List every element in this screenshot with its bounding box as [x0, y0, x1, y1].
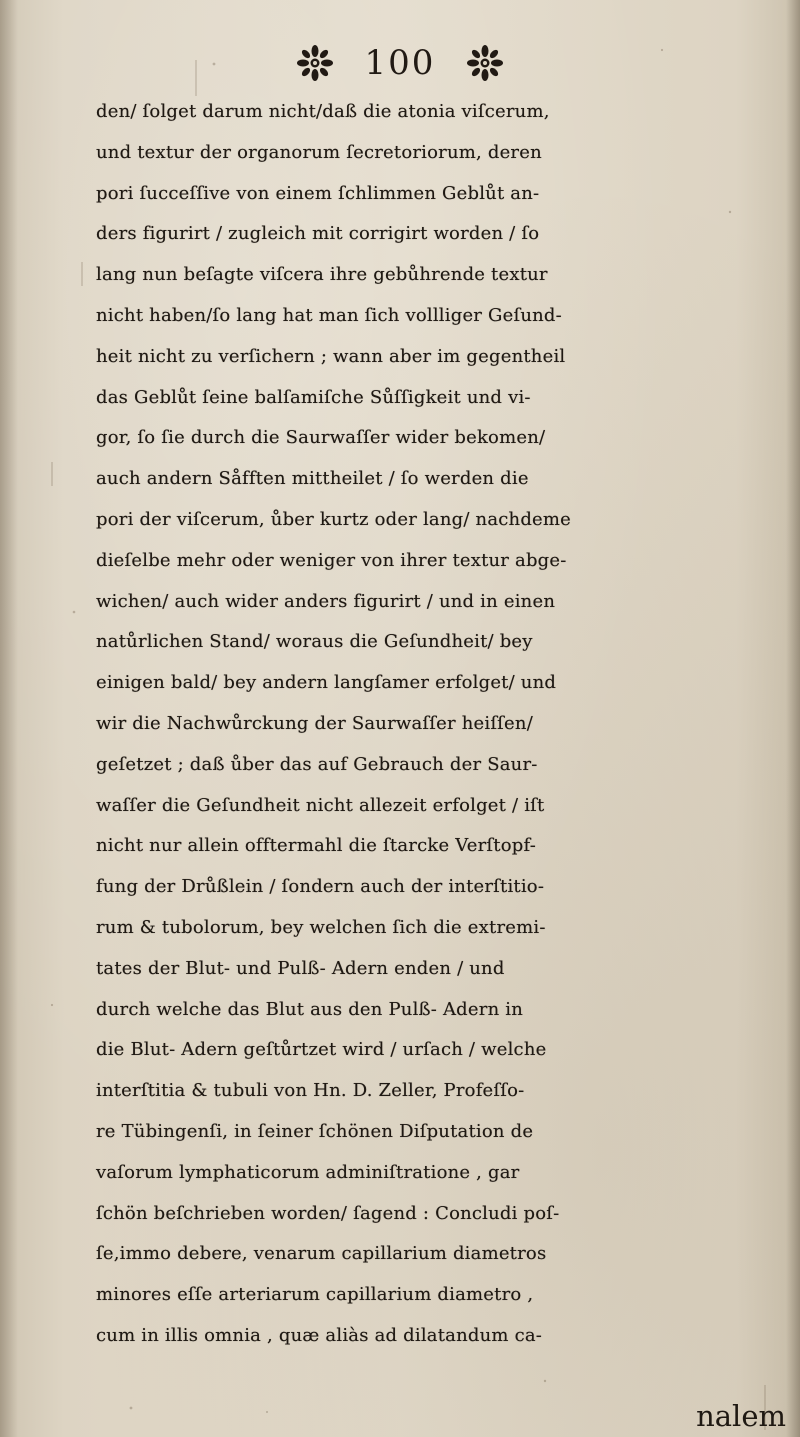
text-line: auch andern Såfften mittheilet / ſo werden die	[96, 468, 529, 490]
body-text	[96, 92, 796, 1357]
text-line: die Blut- Adern geſtůrtzet wird / urſach / welche	[96, 1039, 547, 1061]
text-line: fung der Drůßlein / ſondern auch der interſtitio-	[96, 876, 545, 898]
text-line: wir die Nachwůrckung der Saurwaſſer heiſſen/	[96, 712, 533, 734]
text-line: vaſorum lymphaticorum adminiſtratione , gar	[96, 1161, 520, 1183]
text-line: dieſelbe mehr oder weniger von ihrer textur abge-	[96, 549, 567, 571]
text-line: den/ ſolget darum nicht/daß die atonia viſcerum,	[96, 101, 550, 122]
floral-ornament-icon	[465, 43, 505, 83]
text-line: pori der viſcerum, ůber kurtz oder lang/ nachdeme	[96, 508, 572, 530]
text-line: ders figurirt / zugleich mit corrigirt worden / ſo	[96, 223, 540, 245]
text-line: das Geblůt ſeine balſamiſche Sůſſigkeit und vi-	[96, 386, 531, 408]
text-line: durch welche das Blut aus den Pulß- Adern in	[96, 998, 524, 1020]
text-line: gor, ſo ſie durch die Saurwaſſer wider bekomen/	[96, 427, 546, 449]
page-number: 100	[364, 43, 436, 83]
text-line: einigen bald/ bey andern langſamer erfolget/ und	[96, 672, 557, 694]
text-line: nicht nur allein offtermahl die ſtarcke Verſtopf-	[96, 835, 536, 857]
text-line: ſe,immo debere, venarum capillarium diametros	[96, 1243, 547, 1265]
text-line: minores eſſe arteriarum capillarium diametro ,	[96, 1284, 534, 1306]
text-line: pori ſucceſſive von einem ſchlimmen Geblůt an-	[96, 182, 540, 204]
text-line: cum in illis omnia , quæ aliàs ad dilatandum ca-	[96, 1324, 543, 1346]
text-line: rum & tubolorum, bey welchen ſich die extremi-	[96, 916, 546, 938]
catchword: nalem	[696, 1399, 786, 1433]
floral-ornament-icon	[295, 43, 335, 83]
text-line: nicht haben/ſo lang hat man ſich vollliger Geſund-	[96, 304, 562, 326]
page-gutter-shadow	[0, 0, 18, 1437]
text-line: heit nicht zu verſichern ; wann aber im gegentheil	[96, 345, 566, 367]
text-line: re Tübingenſi, in ſeiner ſchönen Diſputation de	[96, 1120, 534, 1142]
text-line: natůrlichen Stand/ woraus die Geſundheit/ bey	[96, 631, 533, 653]
text-line: wichen/ auch wider anders figurirt / und in einen	[96, 590, 556, 612]
text-line: geſetzet ; daß ůber das auf Gebrauch der Saur-	[96, 753, 538, 775]
text-line: und textur der organorum ſecretoriorum, deren	[96, 141, 542, 163]
page-header	[0, 38, 800, 88]
text-line: tates der Blut- und Pulß- Adern enden / und	[96, 957, 505, 979]
text-line: lang nun beſagte viſcera ihre gebůhrende textur	[96, 264, 548, 286]
text-line: ſchön beſchrieben worden/ ſagend : Concludi poſ-	[96, 1202, 560, 1224]
text-line: interſtitia & tubuli von Hn. D. Zeller, Profeſſo-	[96, 1080, 525, 1102]
text-line: waſſer die Geſundheit nicht allezeit erfolget / iſt	[96, 794, 545, 816]
